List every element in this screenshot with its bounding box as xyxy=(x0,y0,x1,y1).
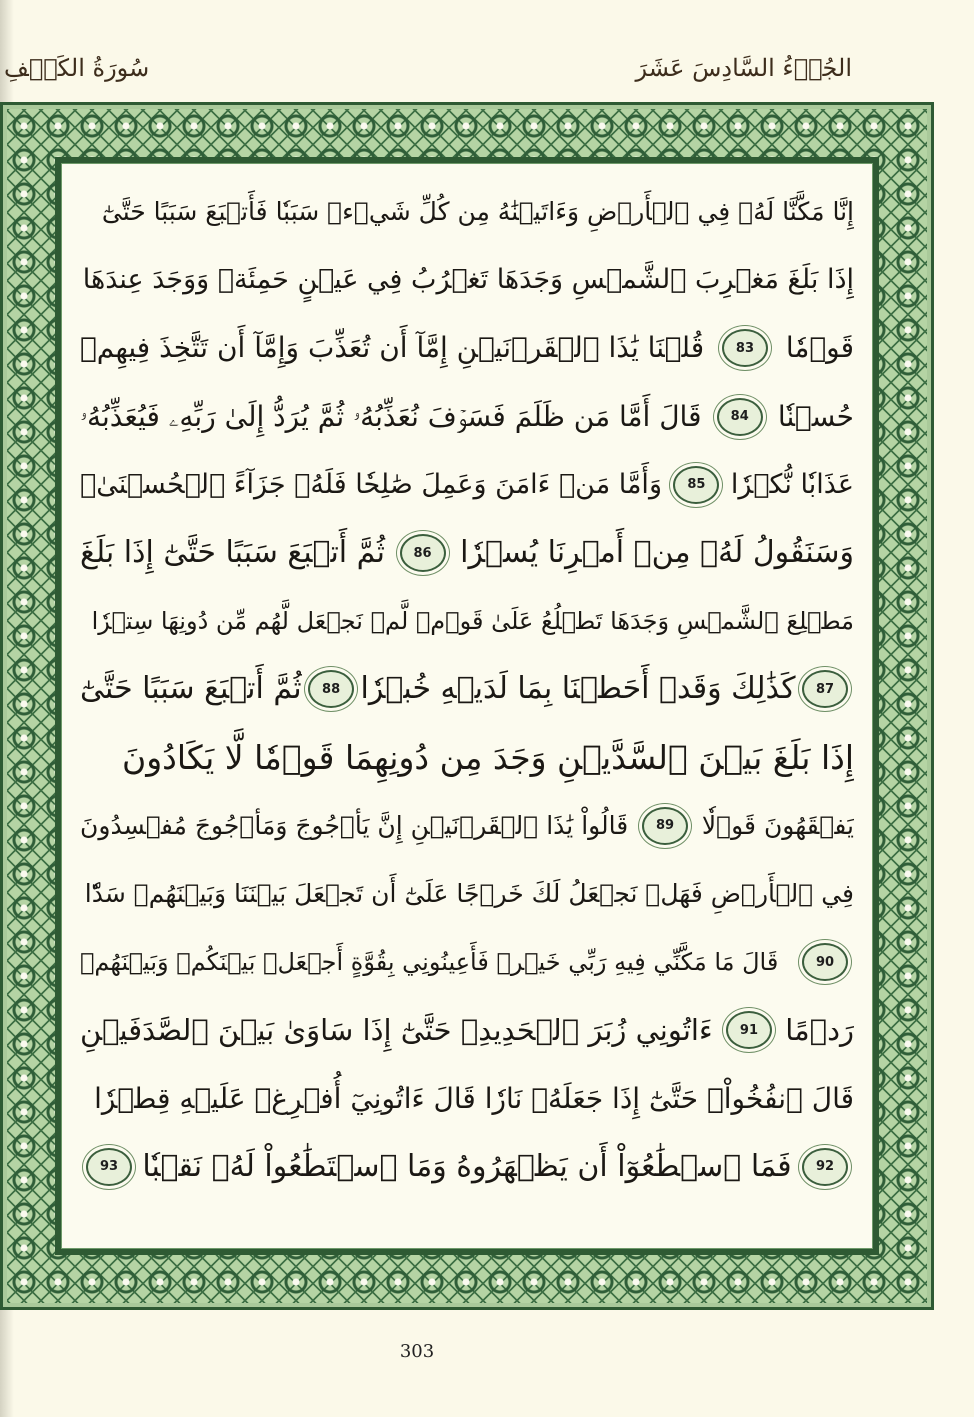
verse-line xyxy=(80,792,854,860)
page-header xyxy=(0,48,974,98)
page-number: 303 xyxy=(399,1341,435,1362)
verse-text: يَفۡقَهُونَ قَوۡلٗا xyxy=(701,810,854,840)
verse-text: ثُمَّ أَتۡبَعَ سَبَبًا حَتَّىٰٓ xyxy=(80,671,302,707)
juz-title: الجُزۡءُ السَّادِسَ عَشَرَ xyxy=(635,54,852,82)
ayah-number-marker: 93 xyxy=(86,1148,132,1186)
verse-line xyxy=(80,928,854,996)
verse-line xyxy=(80,314,854,382)
verse-text: ءَاتُونِي زُبَرَ ٱلۡحَدِيدِۖ حَتَّىٰٓ إِذَا سَاوَىٰ بَيۡنَ ٱلصَّدَفَيۡنِ xyxy=(80,1013,713,1048)
verse-line xyxy=(80,383,854,451)
verse-text: قَالَ ٱنفُخُواْۖ حَتَّىٰٓ إِذَا جَعَلَهُۥ نَارٗا قَالَ ءَاتُونِيٓ أُفۡرِغۡ عَلَيۡهِ قِطۡرٗا xyxy=(94,1081,854,1115)
verse-line xyxy=(80,587,854,655)
verse-text: كَذَٰلِكَ وَقَدۡ أَحَطۡنَا بِمَا لَدَيۡهِ خُبۡرٗا xyxy=(360,671,796,707)
ayah-number-marker: 84 xyxy=(717,398,763,436)
verse-line xyxy=(80,655,854,723)
text-panel xyxy=(61,163,873,1249)
ayah-number-marker: 83 xyxy=(722,329,768,367)
verse-text: ثُمَّ أَتۡبَعَ سَبَبًا حَتَّىٰٓ إِذَا بَلَغَ xyxy=(80,535,385,571)
verse-line xyxy=(80,860,854,928)
verse-text: فَمَا ٱسۡطَٰعُوٓاْ أَن يَظۡهَرُوهُ وَمَا ٱسۡتَطَٰعُواْ لَهُۥ نَقۡبٗا xyxy=(142,1148,792,1184)
ayah-number-marker: 85 xyxy=(673,466,719,504)
verse-text: قَالَ أَمَّا مَن ظَلَمَ فَسَوۡفَ نُعَذِّبُهُۥ ثُمَّ يُرَدُّ إِلَىٰ رَبِّهِۦ فَيُعَذِّبُهُۥ xyxy=(80,399,702,433)
verse-text: مَطۡلِعَ ٱلشَّمۡسِ وَجَدَهَا تَطۡلُعُ عَلَىٰ قَوۡمٖ لَّمۡ نَجۡعَل لَّهُم مِّن دُونِهَا سِتۡرٗا xyxy=(91,607,854,636)
verse-lines xyxy=(80,178,854,1201)
verse-line xyxy=(80,451,854,519)
ayah-number-marker: 92 xyxy=(802,1148,848,1186)
ayah-number-marker: 89 xyxy=(642,807,688,845)
ornamental-frame xyxy=(0,102,934,1310)
ayah-number-marker: 87 xyxy=(802,670,848,708)
verse-line xyxy=(80,246,854,314)
verse-text: قَوۡمٗا xyxy=(785,331,854,365)
verse-text: حُسۡنٗا xyxy=(777,399,854,433)
verse-text: إِذَا بَلَغَ بَيۡنَ ٱلسَّدَّيۡنِ وَجَدَ مِن دُونِهِمَا قَوۡمٗا لَّا يَكَادُونَ xyxy=(121,737,854,777)
verse-text: إِذَا بَلَغَ مَغۡرِبَ ٱلشَّمۡسِ وَجَدَهَا تَغۡرُبُ فِي عَيۡنٍ حَمِئَةٖ وَوَجَدَ عِندَهَا xyxy=(82,264,854,296)
verse-text: وَسَنَقُولُ لَهُۥ مِنۡ أَمۡرِنَا يُسۡرٗا xyxy=(460,535,854,571)
verse-text: رَدۡمًا xyxy=(785,1013,854,1048)
verse-line xyxy=(80,1133,854,1201)
verse-text: إِنَّا مَكَّنَّا لَهُۥ فِي ٱلۡأَرۡضِ وَءَاتَيۡنَٰهُ مِن كُلِّ شَيۡءٖ سَبَبٗا فَأَتۡبَعَ سَبَبًا حَتَّىٰٓ xyxy=(101,197,854,227)
verse-line xyxy=(80,1064,854,1132)
verse-text: قَالَ مَا مَكَّنِّي فِيهِ رَبِّي خَيۡرٞ فَأَعِينُونِي بِقُوَّةٍ أَجۡعَلۡ بَيۡنَكُمۡ وَبَيۡنَهُمۡ xyxy=(80,948,779,977)
verse-text: قَالُواْ يَٰذَا ٱلۡقَرۡنَيۡنِ إِنَّ يَأۡجُوجَ وَمَأۡجُوجَ مُفۡسِدُونَ xyxy=(80,810,629,840)
verse-text: عَذَابٗا نُّكۡرٗا xyxy=(730,468,854,500)
ayah-number-marker: 90 xyxy=(802,943,848,981)
verse-text: فِي ٱلۡأَرۡضِ فَهَلۡ نَجۡعَلُ لَكَ خَرۡجًا عَلَىٰٓ أَن تَجۡعَلَ بَيۡنَنَا وَبَيۡنَهُمۡ سَدّٗا xyxy=(84,878,854,908)
surah-title: سُورَةُ الكَهۡفِ xyxy=(4,54,150,82)
verse-text: قُلۡنَا يَٰذَا ٱلۡقَرۡنَيۡنِ إِمَّآ أَن تُعَذِّبَ وَإِمَّآ أَن تَتَّخِذَ فِيهِمۡ xyxy=(80,331,705,365)
verse-line xyxy=(80,996,854,1064)
ayah-number-marker: 91 xyxy=(726,1011,772,1049)
ayah-number-marker: 86 xyxy=(400,534,446,572)
verse-line xyxy=(80,178,854,246)
verse-line xyxy=(80,724,854,792)
ayah-number-marker: 88 xyxy=(308,670,354,708)
verse-line xyxy=(80,519,854,587)
verse-text: وَأَمَّا مَنۡ ءَامَنَ وَعَمِلَ صَٰلِحٗا فَلَهُۥ جَزَآءً ٱلۡحُسۡنَىٰۖ xyxy=(80,468,662,500)
